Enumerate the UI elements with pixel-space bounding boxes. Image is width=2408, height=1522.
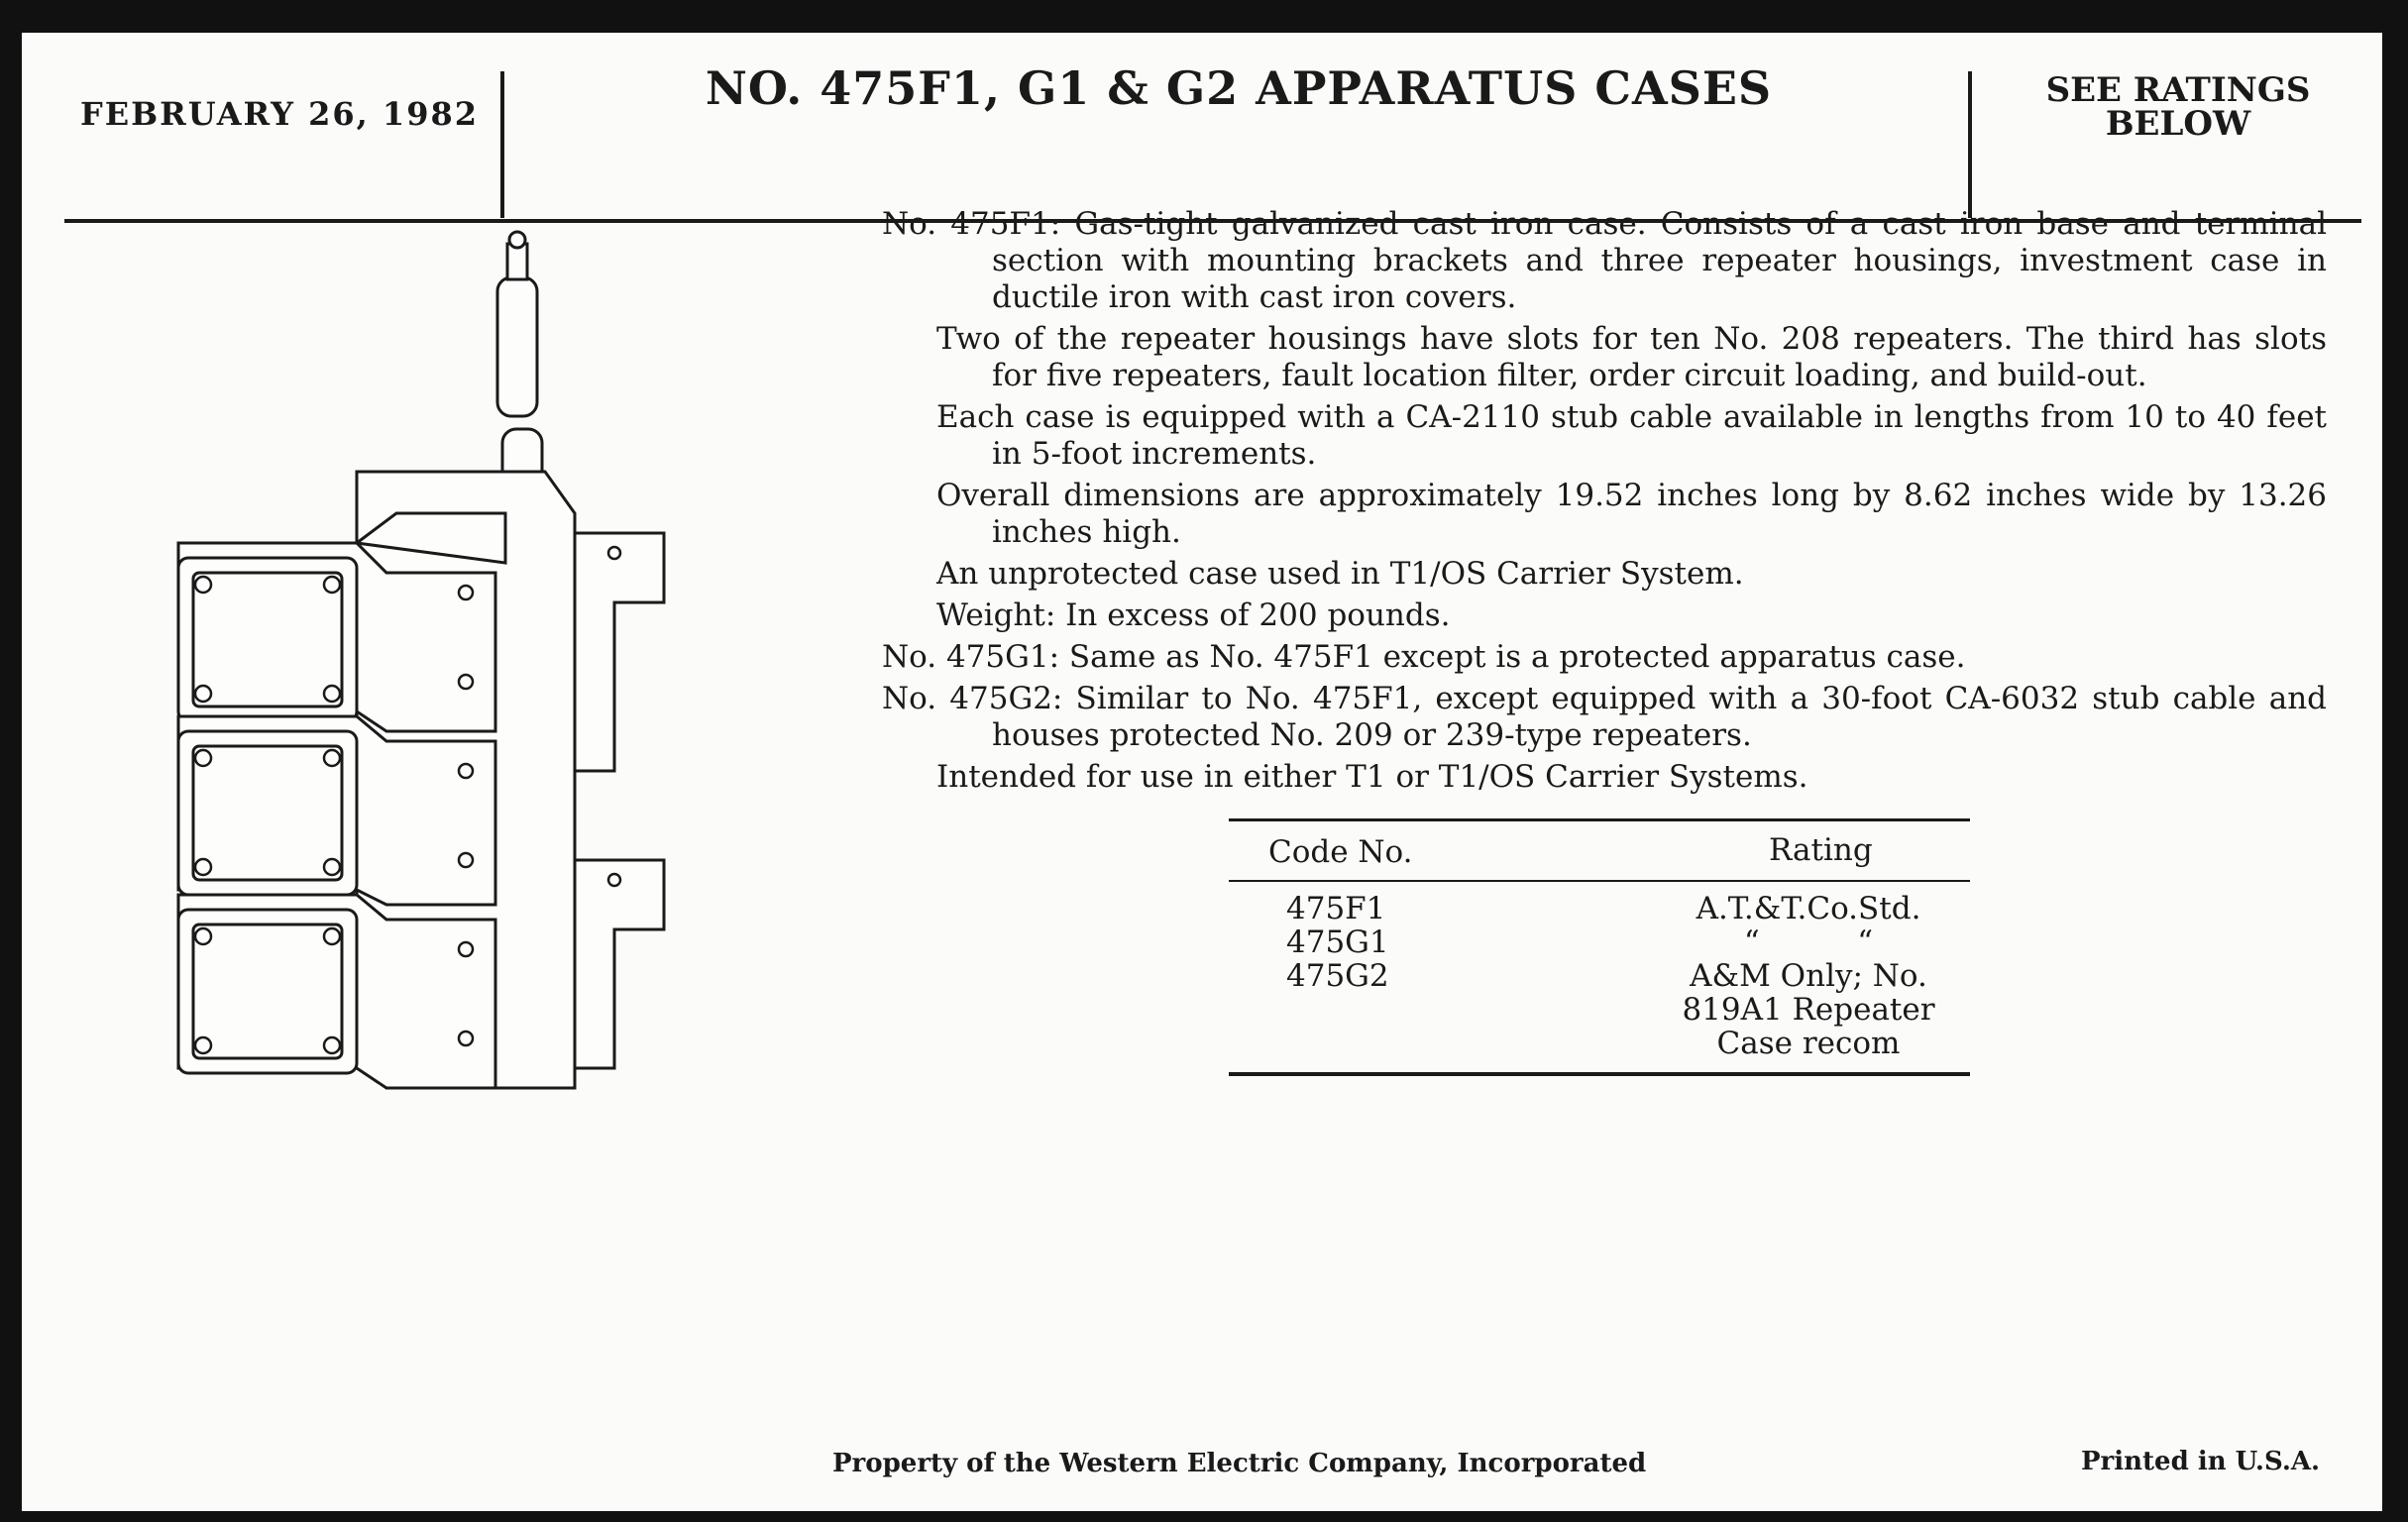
rating-line-2: BELOW xyxy=(2105,104,2251,144)
table-cell-rating: A.T.&T.Co.Std. xyxy=(1696,891,1921,926)
table-cell-rating: A&M Only; No. xyxy=(1690,958,1927,994)
rating-heading xyxy=(1980,70,2376,144)
column-header-code: Code No. xyxy=(1268,834,1413,870)
header-divider-left xyxy=(500,71,504,218)
table-top-rule xyxy=(1229,818,1970,821)
table-cell-code: 475F1 xyxy=(1286,891,1386,926)
paragraph-unprotected: An unprotected case used in T1/OS Carrier System. xyxy=(936,556,1744,592)
table-cell-rating: “ “ xyxy=(1743,924,1874,960)
page-title: NO. 475F1, G1 & G2 APPARATUS CASES xyxy=(705,61,1773,115)
header-divider-right xyxy=(1968,71,1972,218)
footer-printed: Printed in U.S.A. xyxy=(2081,1447,2321,1476)
table-cell-code: 475G1 xyxy=(1286,924,1389,960)
table-cell-code: 475G2 xyxy=(1286,958,1389,994)
paragraph-dimensions: Overall dimensions are approximately 19.52 inches long by 8.62 inches wide by 13.26 inches high. xyxy=(936,478,2327,550)
rating-line-1: SEE RATINGS xyxy=(2045,70,2311,110)
code-column xyxy=(1286,892,1484,993)
paragraph-housings: Two of the repeater housings have slots for ten No. 208 repeaters. The third has slots for five repeaters, fault location filter, order circuit loading, and build-out. xyxy=(936,321,2327,393)
paragraph-weight: Weight: In excess of 200 pounds. xyxy=(936,598,1451,633)
apparatus-case-illustration xyxy=(149,216,733,1167)
table-cell-rating: 819A1 Repeater xyxy=(1682,992,1935,1028)
paragraph-intended-use: Intended for use in either T1 or T1/OS Carrier Systems. xyxy=(936,759,1808,795)
table-cell-rating: Case recom xyxy=(1716,1026,1901,1061)
rating-column xyxy=(1645,892,1972,1060)
table-bottom-rule xyxy=(1229,1072,1970,1076)
paragraph-475g1: No. 475G1: Same as No. 475F1 except is a protected apparatus case. xyxy=(882,639,1966,675)
paragraph-475f1: No. 475F1: Gas-tight galvanized cast iron case. Consists of a cast iron base and terminal section with mounting brackets and three repeater housings, investment case in ductile iron with cast iron covers. xyxy=(882,206,2327,315)
date-heading: FEBRUARY 26, 1982 xyxy=(80,95,479,133)
table-header-rule xyxy=(1229,880,1970,882)
paragraph-475g2: No. 475G2: Similar to No. 475F1, except equipped with a 30-foot CA-6032 stub cable and houses protected No. 209 or 239-type repeaters. xyxy=(882,681,2327,753)
column-header-rating: Rating xyxy=(1769,832,1873,868)
paragraph-stub-cable: Each case is equipped with a CA-2110 stub cable available in lengths from 10 to 40 feet in 5-foot increments. xyxy=(936,399,2327,472)
description-text xyxy=(882,206,2327,801)
footer-property: Property of the Western Electric Company, Incorporated xyxy=(832,1449,1647,1478)
